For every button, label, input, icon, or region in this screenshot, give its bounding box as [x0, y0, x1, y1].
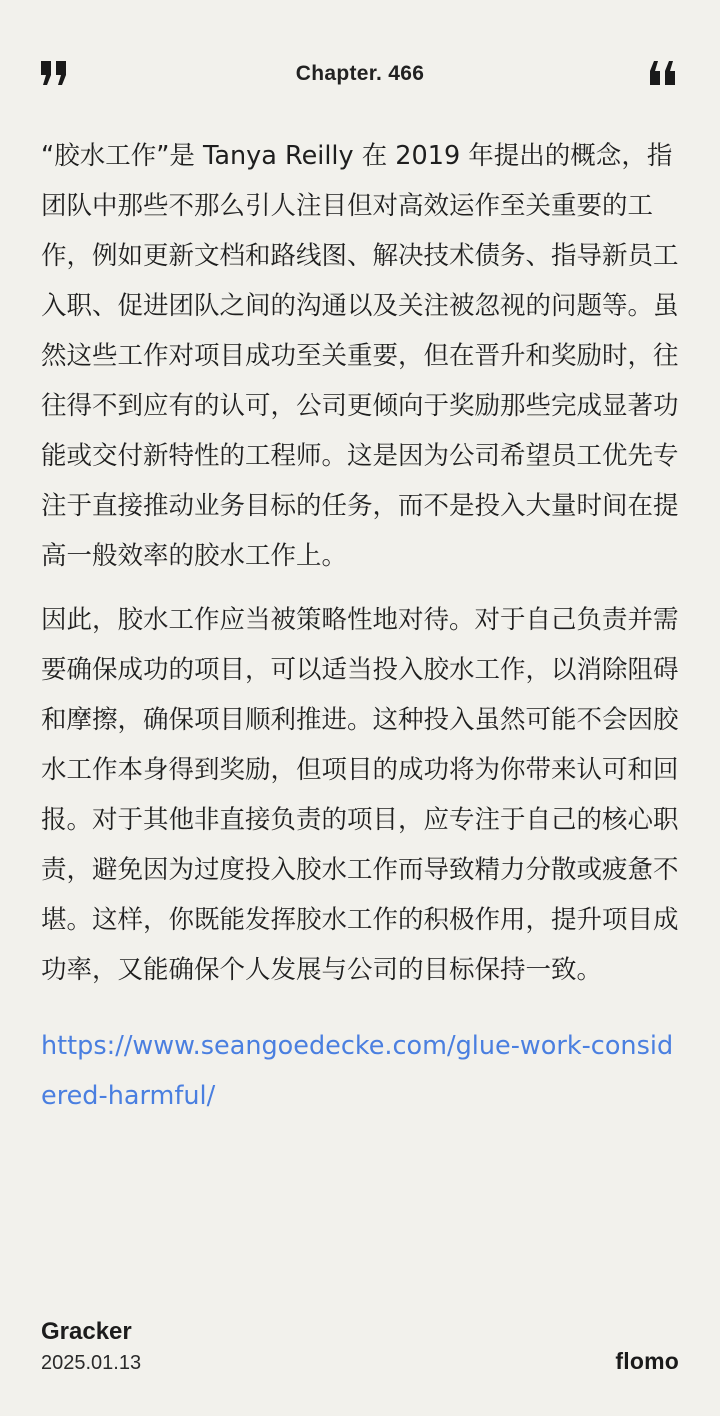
source-link[interactable]: https://www.seangoedecke.com/glue-work-considered-harmful/	[41, 1031, 674, 1111]
author-name: Gracker	[41, 1318, 132, 1345]
memo-date: 2025.01.13	[41, 1352, 142, 1374]
chapter-title: Chapter. 466	[295, 62, 425, 85]
memo-content	[41, 131, 681, 1121]
close-quote-icon	[650, 60, 680, 86]
memo-paragraph: “胶水工作”是 Tanya Reilly 在 2019 年提出的概念，指团队中那些不那么引人注目但对高效运作至关重要的工作，例如更新文档和路线图、解决技术债务、指导新员工入职、促进团队之间的沟通以及关注被忽视的问题等。虽然这些工作对项目成功至关重要，但在晋升和奖励时，往往得不到应有的认可，公司更倾向于奖励那些完成显著功能或交付新特性的工程师。这是因为公司希望员工优先专注于直接推动业务目标的任务，而不是投入大量时间在提高一般效率的胶水工作上。	[41, 141, 679, 571]
memo-paragraph: 因此，胶水工作应当被策略性地对待。对于自己负责并需要确保成功的项目，可以适当投入胶水工作，以消除阻碍和摩擦，确保项目顺利推进。这种投入虽然可能不会因胶水工作本身得到奖励，但项目的成功将为你带来认可和回报。对于其他非直接负责的项目，应专注于自己的核心职责，避免因为过度投入胶水工作而导致精力分散或疲惫不堪。这样，你既能发挥胶水工作的积极作用，提升项目成功率，又能确保个人发展与公司的目标保持一致。	[41, 605, 679, 985]
brand-logo: flomo	[615, 1348, 679, 1374]
